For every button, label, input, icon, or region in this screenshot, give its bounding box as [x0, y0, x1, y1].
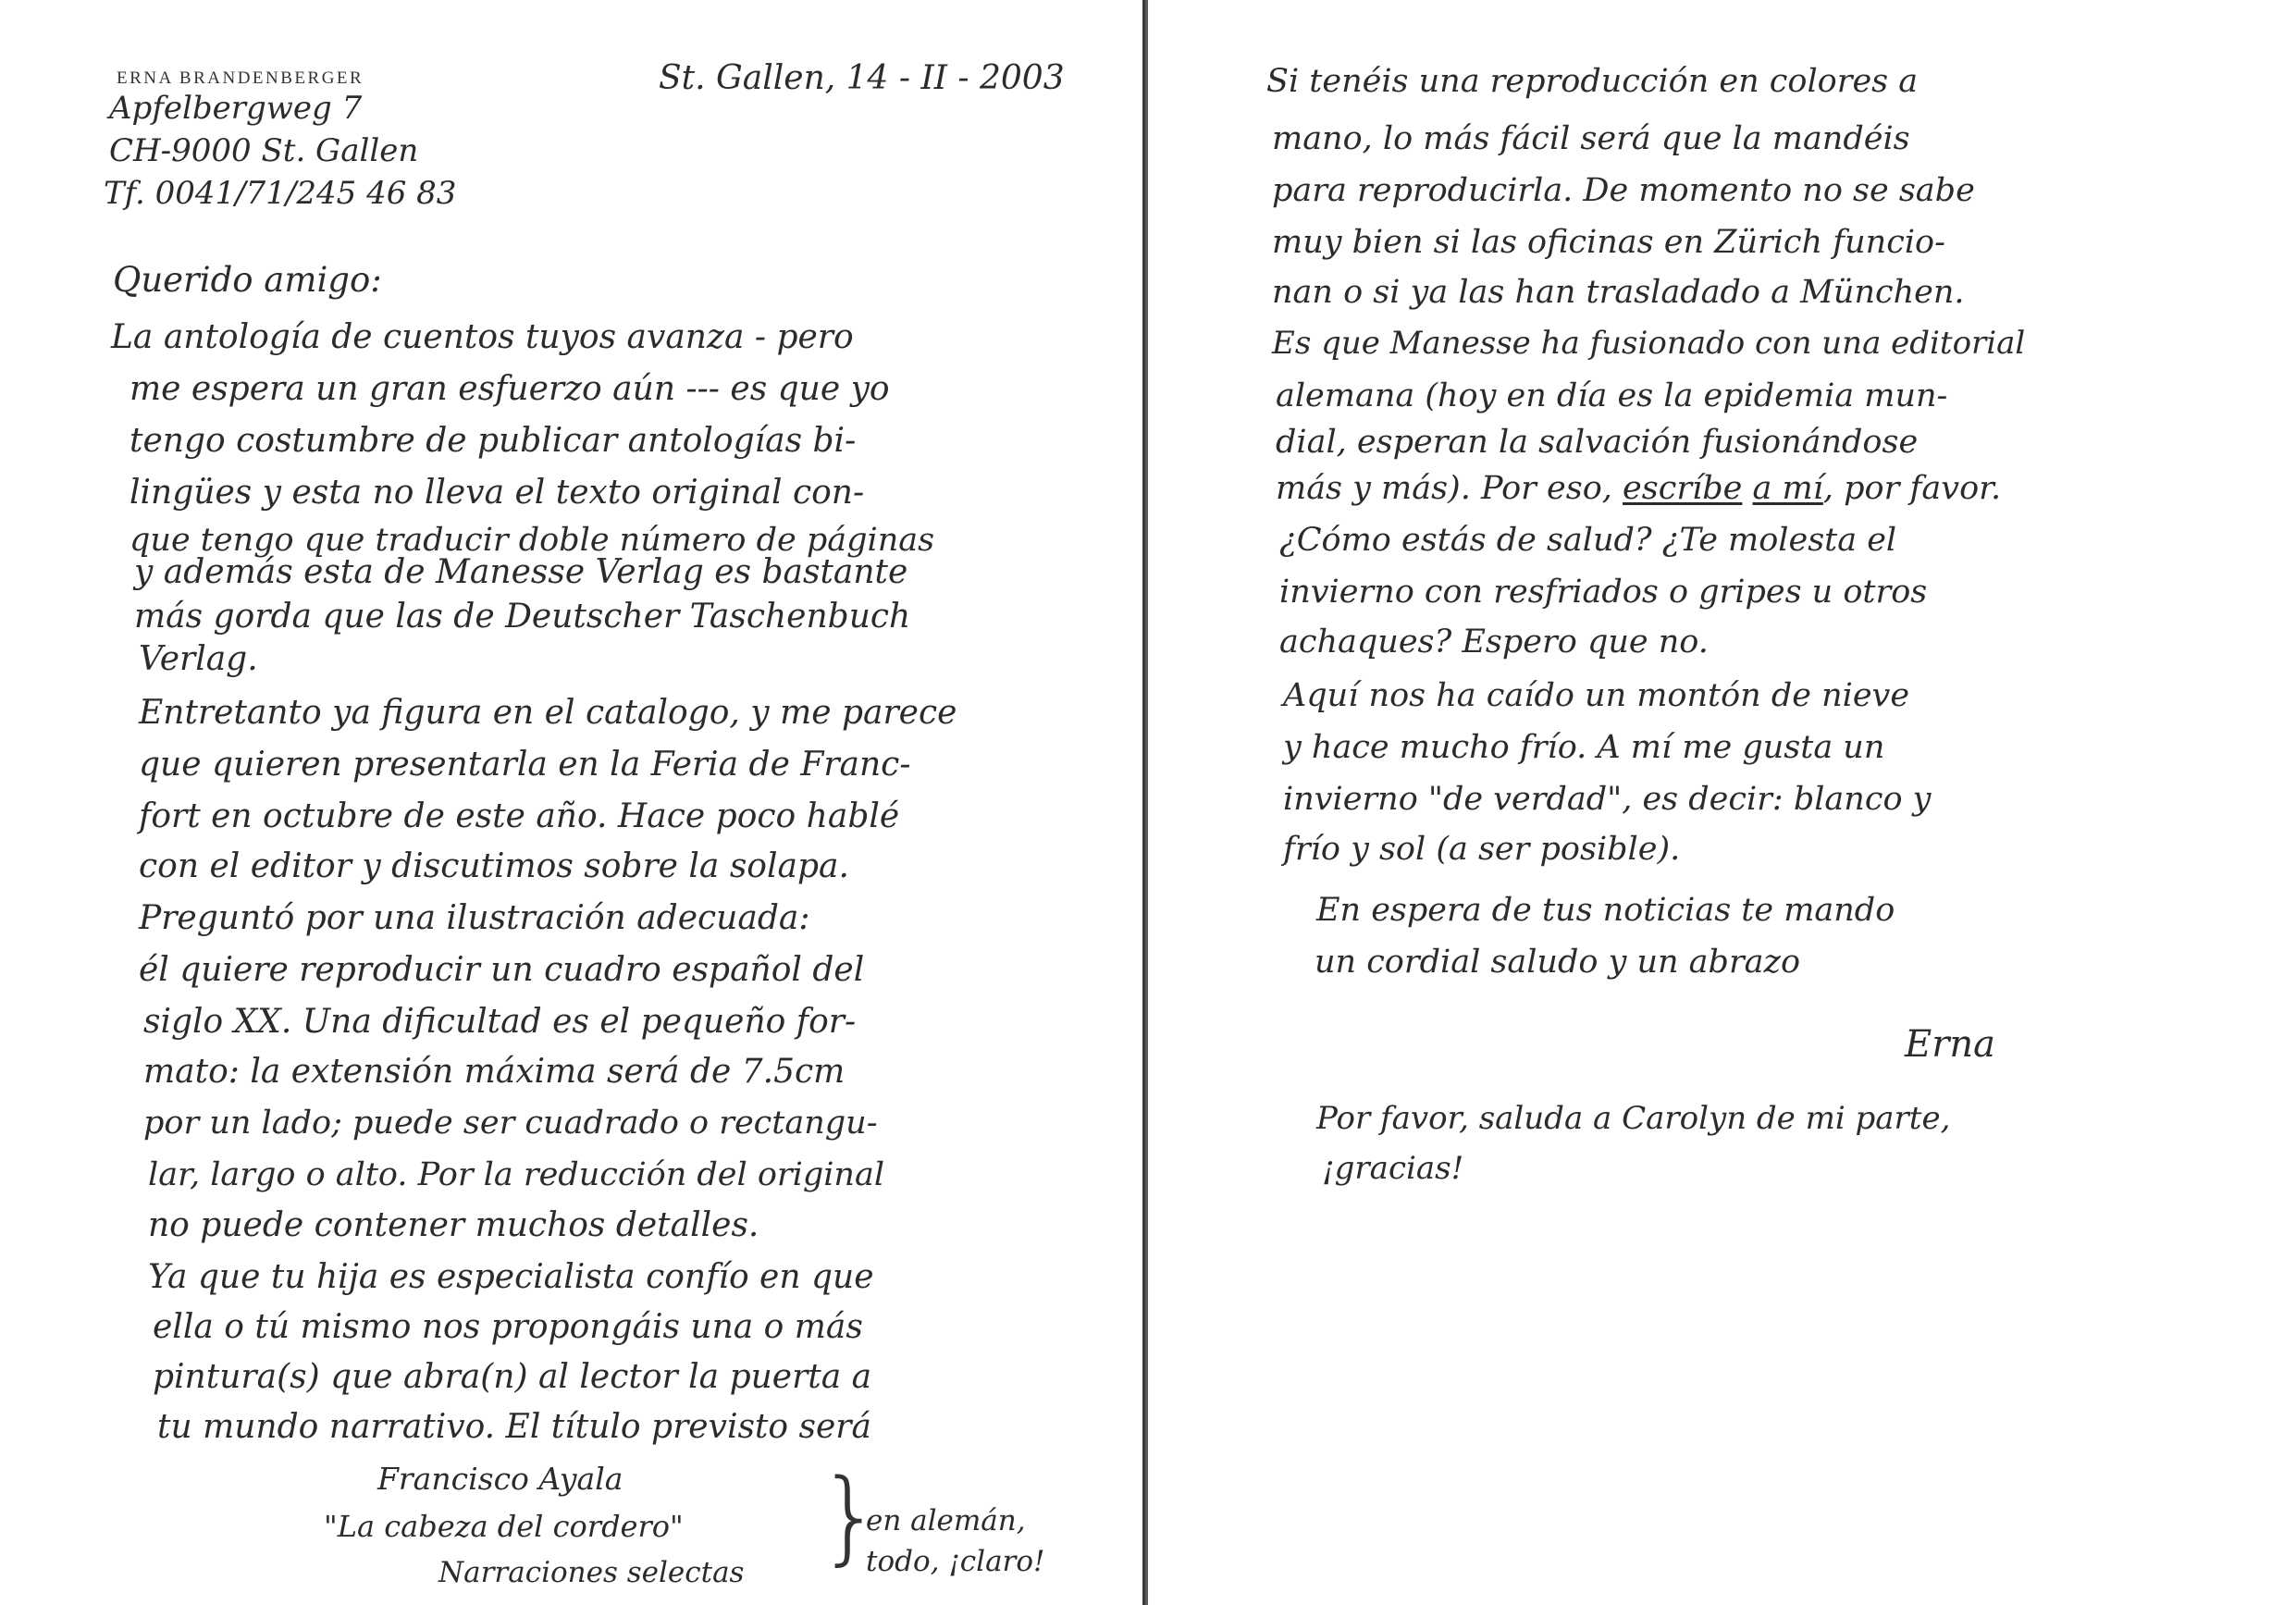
curly-brace-icon: } — [818, 1457, 883, 1575]
body-line: tu mundo narrativo. El título previsto será — [157, 1408, 871, 1446]
body-line: alemana (hoy en día es la epidemia mun- — [1276, 377, 1948, 414]
body-text: más y más). Por eso, — [1276, 470, 1612, 507]
body-line: dial, esperan la salvación fusionándose — [1276, 424, 1919, 461]
body-line: no puede contener muchos detalles. — [148, 1206, 759, 1244]
body-line: con el editor y discutimos sobre la solapa. — [139, 847, 849, 885]
body-line: invierno con resfriados o gripes u otros — [1279, 574, 1928, 611]
letter-date: St. Gallen, 14 - II - 2003 — [659, 59, 1065, 97]
signature: Erna — [1905, 1023, 1995, 1066]
book-author: Francisco Ayala — [377, 1461, 623, 1497]
body-line: achaques? Espero que no. — [1279, 623, 1709, 661]
body-line: y además esta de Manesse Verlag es bastante — [134, 553, 908, 591]
book-subtitle: Narraciones selectas — [438, 1556, 745, 1589]
body-line: un cordial saludo y un abrazo — [1315, 944, 1801, 981]
body-line: nan o si ya las han trasladado a München. — [1272, 274, 1965, 311]
body-line: lingües y esta no lleva el texto original con- — [130, 474, 865, 512]
body-line — [1276, 472, 2001, 506]
postscript-line-1: Por favor, saluda a Carolyn de mi parte, — [1316, 1100, 1951, 1137]
body-line: invierno "de verdad", es decir: blanco y — [1283, 781, 1932, 818]
body-line: mano, lo más fácil será que la mandéis — [1272, 120, 1910, 157]
body-line: más gorda que las de Deutscher Taschenbuch — [134, 598, 911, 636]
body-line: Aquí nos ha caído un montón de nieve — [1283, 677, 1910, 714]
body-line: mato: la extensión máxima será de 7.5cm — [143, 1053, 846, 1091]
book-note-1: en alemán, — [866, 1504, 1026, 1537]
body-line: fort en octubre de este año. Hace poco hablé — [139, 797, 900, 835]
body-line: frío y sol (a ser posible). — [1283, 831, 1681, 868]
body-line: tengo costumbre de publicar antologías bi- — [130, 422, 857, 460]
body-line: Si tenéis una reproducción en colores a — [1266, 63, 1919, 100]
body-line: me espera un gran esfuerzo aún --- es que yo — [130, 370, 890, 408]
body-line: y hace mucho frío. A mí me gusta un — [1283, 729, 1885, 766]
body-text: , por favor. — [1822, 470, 2002, 507]
sender-name: ERNA BRANDENBERGER — [117, 68, 364, 88]
body-line: Preguntó por una ilustración adecuada: — [139, 899, 810, 937]
emphasis-underlined: a mí — [1752, 470, 1823, 507]
body-line: Entretanto ya figura en el catalogo, y me parece — [139, 694, 957, 732]
body-line: La antología de cuentos tuyos avanza - pero — [111, 318, 854, 356]
body-line: por un lado; puede ser cuadrado o rectangu- — [143, 1105, 878, 1142]
body-line: Es que Manesse ha fusionado con una editorial — [1272, 325, 2026, 362]
emphasis-underlined: escríbe — [1623, 470, 1743, 507]
body-line: En espera de tus noticias te mando — [1316, 892, 1895, 929]
address-line-1: Apfelbergweg 7 — [109, 90, 363, 127]
address-line-2: CH-9000 St. Gallen — [109, 132, 419, 169]
body-line: siglo XX. Una dificultad es el pequeño for- — [143, 1003, 857, 1041]
postscript-line-2: ¡gracias! — [1322, 1150, 1464, 1187]
letter-page-left — [0, 0, 1145, 1605]
body-line: lar, largo o alto. Por la reducción del original — [148, 1156, 885, 1193]
body-line: ella o tú mismo nos propongáis una o más — [153, 1308, 863, 1346]
body-line: él quiere reproducir un cuadro español del — [139, 951, 865, 989]
body-line: Verlag. — [139, 640, 258, 678]
book-title: "La cabeza del cordero" — [324, 1509, 684, 1544]
body-line: muy bien si las oficinas en Zürich funcio- — [1272, 224, 1945, 261]
book-note-2: todo, ¡claro! — [866, 1545, 1045, 1578]
letter-page-right — [1145, 0, 2296, 1605]
body-line: que quieren presentarla en la Feria de Franc- — [139, 746, 911, 784]
body-line: que tengo que traducir doble número de páginas — [130, 522, 935, 559]
body-line: para reproducirla. De momento no se sabe — [1272, 172, 1975, 209]
body-line: ¿Cómo estás de salud? ¿Te molesta el — [1279, 522, 1897, 559]
body-line: Ya que tu hija es especialista confío en que — [148, 1258, 874, 1296]
address-line-3: Tf. 0041/71/245 46 83 — [104, 175, 457, 212]
salutation: Querido amigo: — [113, 260, 382, 300]
body-line: pintura(s) que abra(n) al lector la puerta a — [153, 1358, 872, 1396]
